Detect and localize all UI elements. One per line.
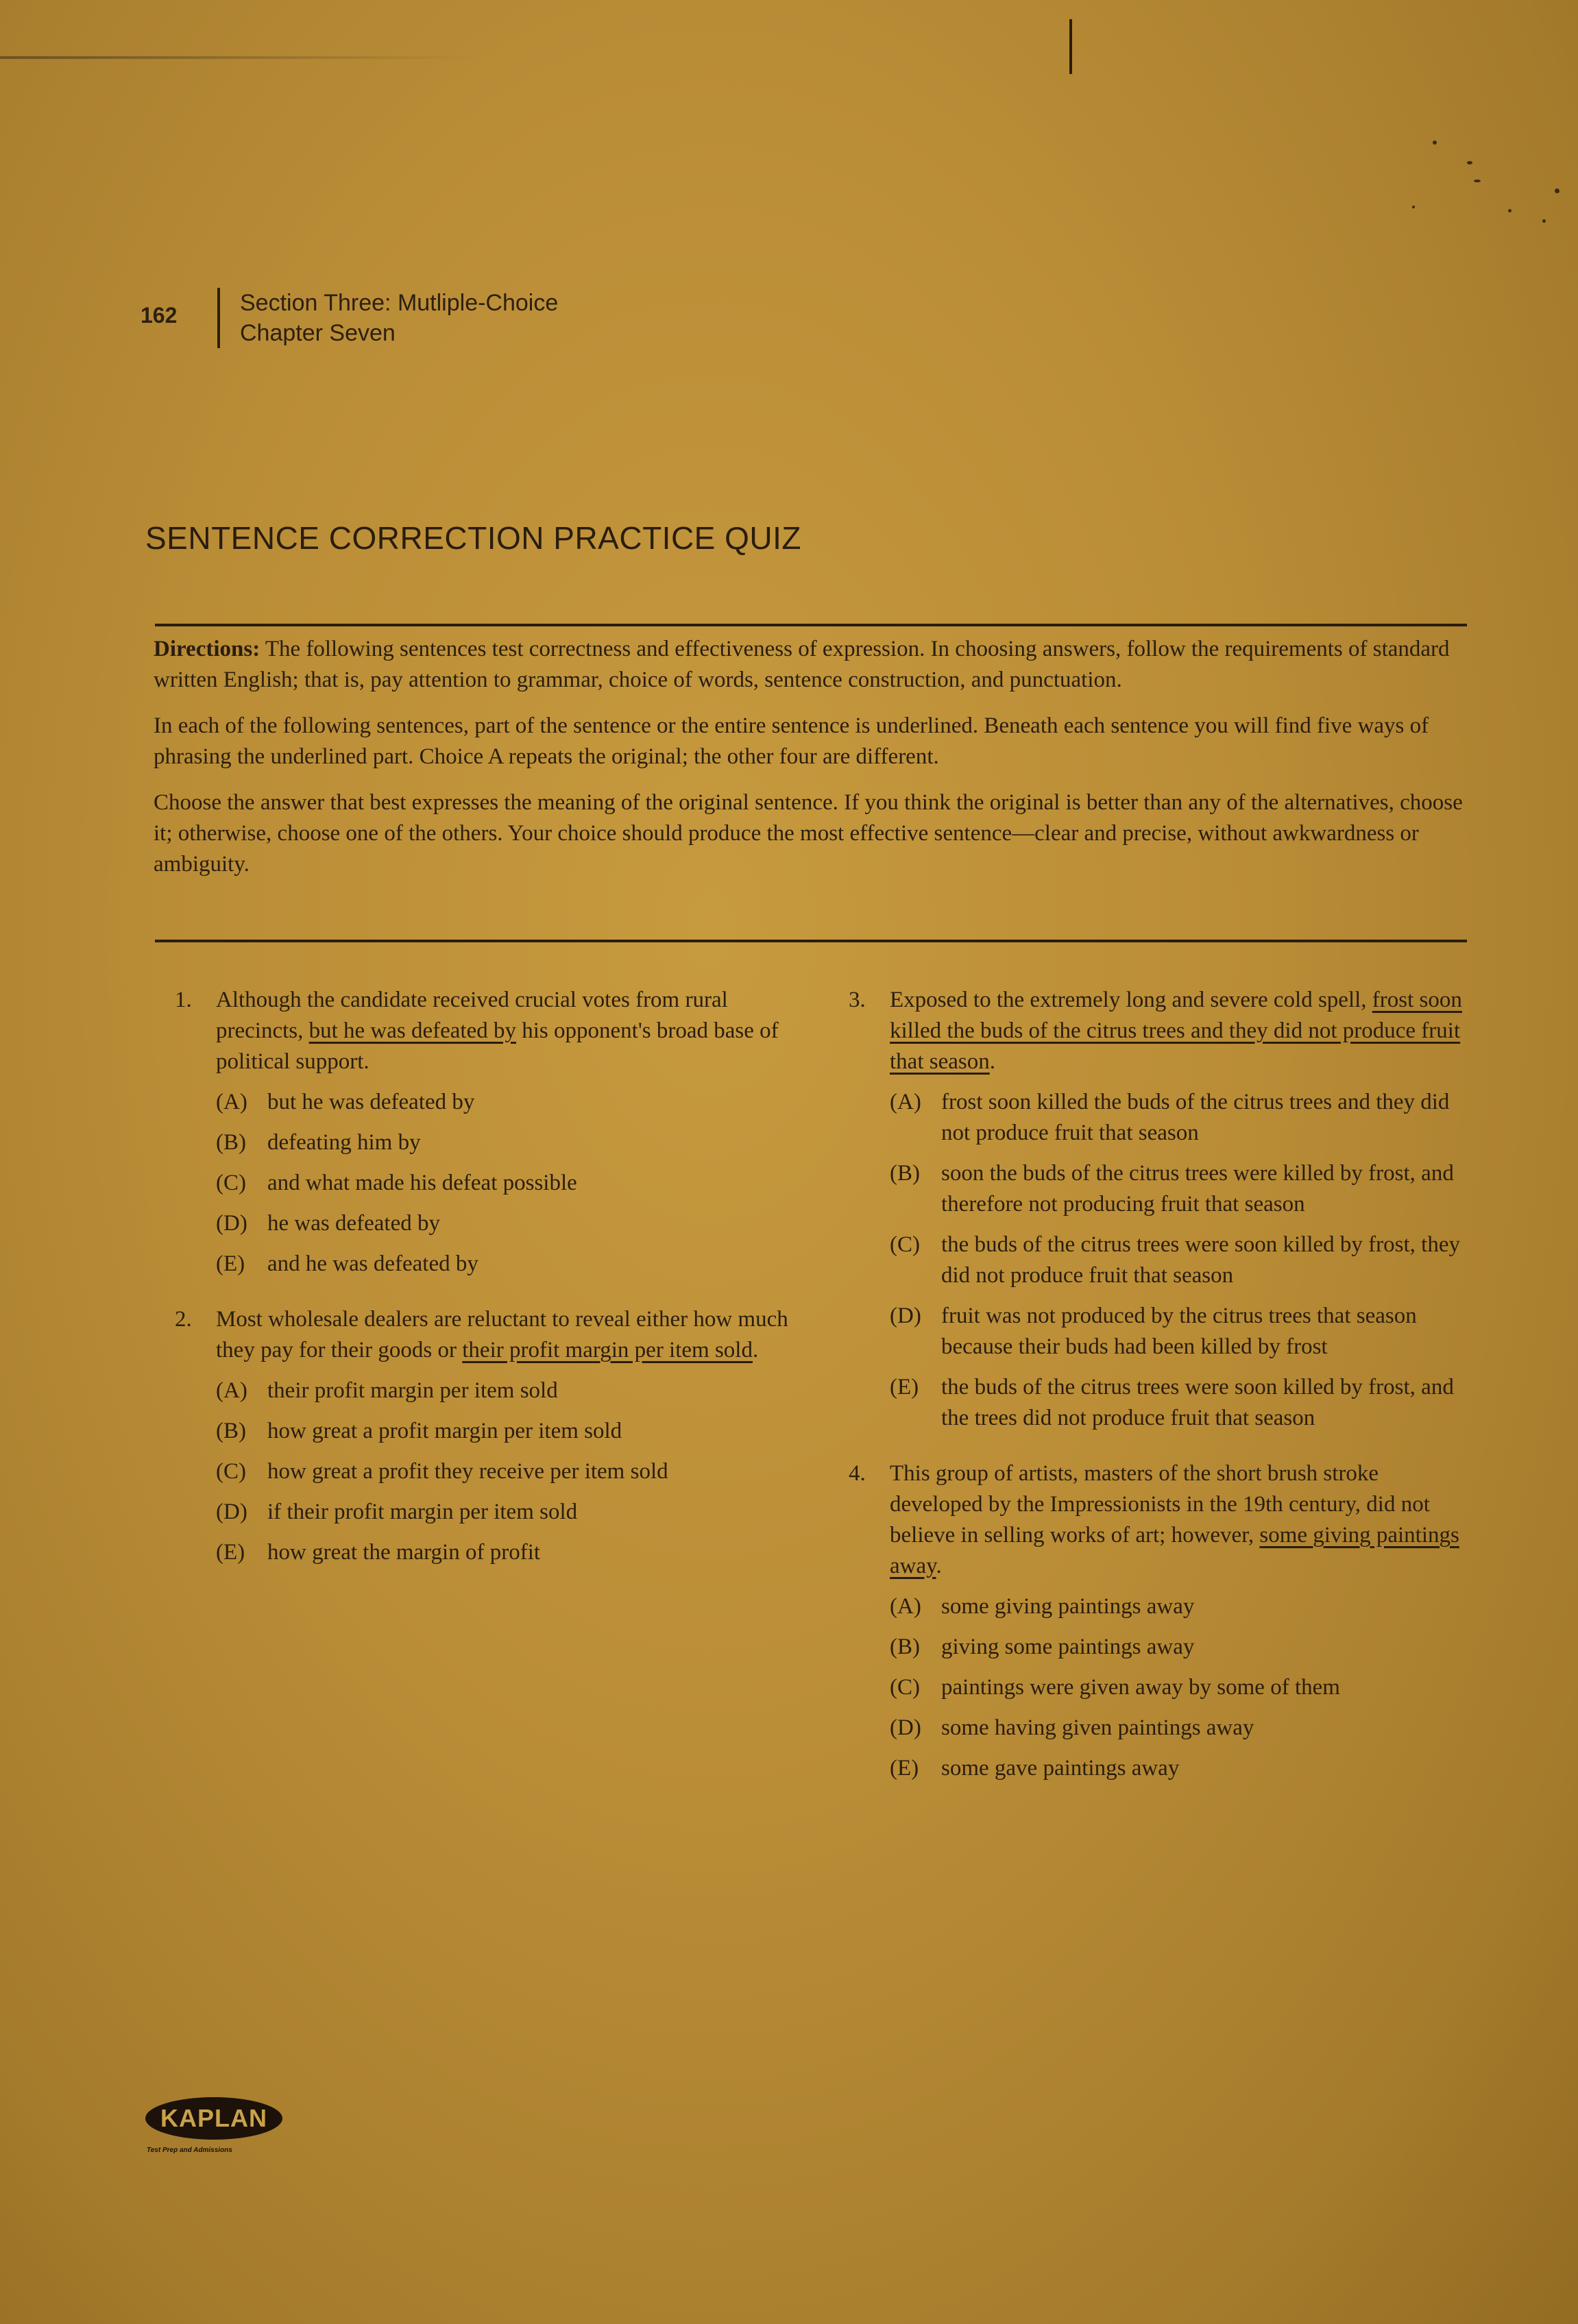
question-number: 2. xyxy=(175,1307,192,1332)
question-stem xyxy=(890,985,1466,1077)
option-letter: (D) xyxy=(216,1500,247,1524)
answer-option[interactable] xyxy=(216,1168,792,1199)
directions-paragraph-3: Choose the answer that best expresses the meaning of the original sentence. If you think the original is better than any of the alternatives, choose it; otherwise, choose one of the others. Your choice should produce the most effective sentence—clear and precise, without awkwardness or ambiguity. xyxy=(154,790,1463,877)
question-3 xyxy=(849,985,1466,1434)
question-4 xyxy=(849,1458,1466,1784)
stem-text: Most wholesale dealers are reluctant to reveal either how much they pay for their goods or xyxy=(216,1307,788,1362)
option-text: defeating him by xyxy=(267,1130,421,1155)
ink-speck xyxy=(1508,209,1512,212)
option-letter: (D) xyxy=(216,1211,247,1236)
option-text: and what made his defeat possible xyxy=(267,1171,577,1195)
directions-top-rule xyxy=(155,624,1467,626)
option-letter: (C) xyxy=(890,1675,920,1700)
stem-text: Exposed to the extremely long and severe cold spell, xyxy=(890,988,1372,1012)
answer-options xyxy=(216,1087,792,1280)
option-letter: (B) xyxy=(216,1419,246,1443)
directions-paragraph-1 xyxy=(154,634,1467,696)
option-letter: (B) xyxy=(890,1161,920,1186)
answer-options xyxy=(890,1087,1466,1434)
option-text: some gave paintings away xyxy=(941,1756,1180,1781)
option-text: some having given paintings away xyxy=(941,1715,1254,1740)
question-2 xyxy=(175,1304,792,1568)
answer-option[interactable] xyxy=(890,1372,1466,1434)
option-letter: (D) xyxy=(890,1304,921,1328)
answer-option[interactable] xyxy=(216,1375,792,1406)
option-letter: (C) xyxy=(890,1232,920,1257)
answer-option[interactable] xyxy=(216,1127,792,1158)
underlined-part: but he was defeated by xyxy=(308,1018,516,1043)
chapter-title: Chapter Seven xyxy=(240,320,396,346)
header-divider xyxy=(217,288,220,348)
ink-speck xyxy=(1542,219,1546,223)
right-column xyxy=(849,985,1466,1809)
stem-text: . xyxy=(989,1049,995,1074)
left-column xyxy=(175,985,792,1593)
logo-wordmark: KAPLAN xyxy=(160,2104,267,2132)
answer-option[interactable] xyxy=(216,1208,792,1239)
answer-option[interactable] xyxy=(216,1416,792,1447)
logo-tagline: Test Prep and Admissions xyxy=(147,2146,232,2154)
option-text: paintings were given away by some of them xyxy=(941,1675,1340,1700)
question-number: 1. xyxy=(175,988,192,1012)
ink-speck xyxy=(1412,206,1415,208)
fold-mark xyxy=(1069,19,1072,74)
option-text: frost soon killed the buds of the citrus trees and they did not produce fruit that season xyxy=(941,1090,1450,1145)
option-text: but he was defeated by xyxy=(267,1090,475,1114)
option-text: some giving paintings away xyxy=(941,1594,1195,1619)
ink-speck xyxy=(1433,140,1437,145)
answer-option[interactable] xyxy=(890,1632,1466,1663)
option-text: he was defeated by xyxy=(267,1211,440,1236)
underlined-part: their profit margin per item sold xyxy=(462,1338,753,1362)
answer-options xyxy=(216,1375,792,1568)
option-letter: (A) xyxy=(890,1594,921,1619)
option-letter: (E) xyxy=(216,1251,245,1276)
option-letter: (B) xyxy=(216,1130,246,1155)
option-text: how great a profit they receive per item sold xyxy=(267,1459,668,1484)
stem-text: Although the candidate received crucial votes from rural precincts, xyxy=(216,988,728,1043)
answer-option[interactable] xyxy=(216,1249,792,1280)
answer-option[interactable] xyxy=(216,1537,792,1568)
directions-bottom-rule xyxy=(155,940,1467,942)
answer-option[interactable] xyxy=(890,1301,1466,1362)
option-letter: (A) xyxy=(216,1378,247,1403)
option-letter: (C) xyxy=(216,1171,246,1195)
answer-option[interactable] xyxy=(890,1713,1466,1744)
option-letter: (E) xyxy=(890,1375,919,1399)
section-title: Section Three: Mutliple-Choice xyxy=(240,290,559,316)
option-text: giving some paintings away xyxy=(941,1635,1195,1659)
answer-option[interactable] xyxy=(890,1591,1466,1622)
option-letter: (A) xyxy=(216,1090,247,1114)
option-letter: (E) xyxy=(890,1756,919,1781)
ink-speck xyxy=(1474,180,1481,182)
stem-text: This group of artists, masters of the short brush stroke developed by the Impressionists in the 19th century, did not believe in selling works of art; however, xyxy=(890,1461,1430,1548)
option-text: their profit margin per item sold xyxy=(267,1378,558,1403)
question-stem xyxy=(216,1304,792,1366)
page-number: 162 xyxy=(141,303,178,328)
answer-option[interactable] xyxy=(216,1497,792,1528)
option-text: the buds of the citrus trees were soon killed by frost, and the trees did not produce fruit that season xyxy=(941,1375,1454,1430)
option-text: if their profit margin per item sold xyxy=(267,1500,578,1524)
answer-option[interactable] xyxy=(890,1158,1466,1220)
option-text: how great a profit margin per item sold xyxy=(267,1419,622,1443)
quiz-title: SENTENCE CORRECTION PRACTICE QUIZ xyxy=(145,520,802,556)
underlined-part: some giving paintings away xyxy=(890,1523,1459,1578)
directions-lead: Directions: xyxy=(154,637,260,661)
question-number: 3. xyxy=(849,988,866,1012)
option-text: soon the buds of the citrus trees were killed by frost, and therefore not producing fruit that season xyxy=(941,1161,1454,1216)
answer-option[interactable] xyxy=(890,1230,1466,1291)
stem-text: . xyxy=(752,1338,759,1362)
directions-text-1: The following sentences test correctness and effectiveness of expression. In choosing answers, follow the requirements of standard written English; that is, pay attention to grammar, choice of words, sentence construction, and punctuation. xyxy=(154,637,1450,692)
question-number: 4. xyxy=(849,1461,866,1486)
question-stem xyxy=(216,985,792,1077)
ink-speck xyxy=(1555,188,1559,193)
question-1 xyxy=(175,985,792,1280)
option-letter: (C) xyxy=(216,1459,246,1484)
stem-text: . xyxy=(936,1554,942,1578)
option-text: how great the margin of profit xyxy=(267,1540,541,1565)
answer-option[interactable] xyxy=(890,1672,1466,1703)
directions-block xyxy=(154,634,1467,895)
option-letter: (B) xyxy=(890,1635,920,1659)
option-letter: (A) xyxy=(890,1090,921,1114)
option-letter: (E) xyxy=(216,1540,245,1565)
underlined-part: frost soon killed the buds of the citrus trees and they did not produce fruit that season xyxy=(890,988,1462,1074)
header-text xyxy=(240,288,558,348)
ink-speck xyxy=(1467,161,1472,164)
scan-edge-line xyxy=(0,56,480,59)
option-text: and he was defeated by xyxy=(267,1251,478,1276)
kaplan-logo xyxy=(145,2097,282,2140)
answer-options xyxy=(890,1591,1466,1784)
question-stem xyxy=(890,1458,1466,1582)
option-letter: (D) xyxy=(890,1715,921,1740)
stem-text: his opponent's broad base of political support. xyxy=(216,1018,779,1074)
answer-option[interactable] xyxy=(890,1087,1466,1149)
answer-option[interactable] xyxy=(216,1456,792,1487)
directions-paragraph-2: In each of the following sentences, part of the sentence or the entire sentence is underlined. Beneath each sentence you will find five ways of phrasing the underlined part. Choice A repeats the original; the other four are different. xyxy=(154,713,1429,769)
answer-option[interactable] xyxy=(890,1753,1466,1784)
answer-option[interactable] xyxy=(216,1087,792,1118)
option-text: the buds of the citrus trees were soon killed by frost, they did not produce fruit that season xyxy=(941,1232,1460,1288)
option-text: fruit was not produced by the citrus trees that season because their buds had been killed by frost xyxy=(941,1304,1417,1359)
